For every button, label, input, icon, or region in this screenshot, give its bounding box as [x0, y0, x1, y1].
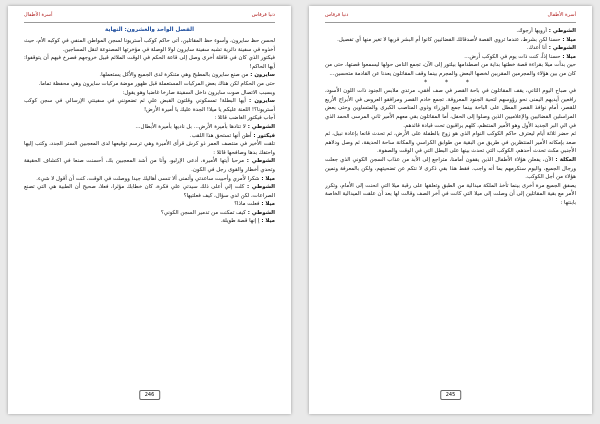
paragraph-text: في صباح اليوم الثاني، يقف المقاتلون في باحة القصر في صف أفقي، مرتدي ملابس الجنود ذات اللون الأسود، رافعين أيديهم اليمنى نحو رؤوسهم لتحية الجنود المعروفة. تجمع خادم القصر ومرافقو العروس في الأبراج الأربع للقصر، أمام نوافذ القصر المطل على الباحة بينما جمع الوزراء وذوي المناصب الكبرى والمتساوين وحتى بعض المراسلين الفضائيين والإعلاميين الذين وصلوا إلى الحفل، أما المقاتلون بقي معهم الأمير ثاني المرسى الحمد الذي في الي البر الجديد الأول وهو الأمير المنتظم، كلهم يراقبون تحت قيادة قائدهم. [325, 88, 576, 129]
paragraph-text: كلت إلي أعلى ذلك سيدتي علي فكرة، كان خطابك مؤثرا، فعلا، صحيح أن الطبية هي التي تصنع الصراعات، لكن لدي سؤال، كيف فعلتيها؟ [24, 184, 275, 199]
paragraph [24, 71, 275, 80]
paragraph [24, 217, 275, 226]
paragraph-text: أيها البطلة! تمسكوني وقلتون القبض علي ثم تضعونني في سفينتي الإرسالي في سجن كوكب أستريونا؟! اللعنة عليكم يا ميلا! الجدة عليك يا أميرة الأرض! [24, 98, 275, 113]
paragraph-text: حين بدأت ميلا بقراءة قصة خطتها بداية من اصطدامها بيلتور إلى الآن، تجمع الناس حولها ليسمعوا قصتها، حتى من كان من بين هؤلاء والمجرمين المقربين لخصها البعض والمجرم بينما وقف المقاتلون يعدنا عن القادمة متحسين... [325, 62, 576, 77]
paragraph-text: أنا أعدك. [526, 45, 547, 52]
left-book-page [8, 6, 291, 414]
speaker-label: فيكتور : [251, 132, 275, 139]
paragraph [325, 87, 576, 130]
speaker-label: الشوطي : [244, 158, 275, 165]
paragraph [24, 183, 275, 200]
paragraph-text: أظن أنها تستحق هذا اللقب. [189, 132, 252, 139]
paragraph [24, 123, 275, 132]
page-body [325, 27, 576, 379]
paragraph [325, 27, 576, 36]
speaker-label: الشوطي : [546, 28, 576, 34]
paragraph [24, 157, 275, 174]
paragraph [24, 140, 275, 157]
paragraph-text: لا تنادها بأميرة الأرض... بل ناديها بأميرة الأبطال... [135, 123, 246, 130]
header-book-title: أسرة الأطفال [547, 12, 576, 18]
paragraph-text: حتى من الحكام لكن هناك بعض المركبات المستعملة قبل ظهور موضة مركبات سايرون وهي محفظة تماما. [38, 80, 275, 87]
right-book-page [309, 6, 592, 414]
header-author: دنيا قرقاس [251, 12, 275, 18]
paragraph-text: * * * [424, 78, 477, 86]
speaker-label: الشوطي : [245, 209, 275, 216]
speaker-label: الشوطي : [245, 123, 275, 130]
paragraph-text: كيف تمكنت من تدمير السجن الكوني؟ [160, 209, 246, 216]
paragraph [24, 209, 275, 218]
paragraph-text: الآن، يفعلن هؤلاء الأطفال الذين يقفون أمامنا، متراجع إلى الأبد من عذاب السجن الكوني الذي جعلت ورجال الجميع، واليوم سنكرمهم بما أنه واجب. فقط هذا بقي ذكرى لا نتكم عن تضحيتهم، ولكن بالمعرفة ونمين هؤلاء من أجل الكوكب. [325, 156, 576, 181]
speaker-label: ميلا : [560, 36, 576, 43]
paragraph-text: ثم حضر ثلاثة أيام ليعترف حاكم الكوكب النوام الذي هو زوج بالطفلة على الأرض، ثم تحدث قانعا بإعادة نبيل، ثم صعد بإمكانه الأمير المنتظرين في طريق من البقية من طوابق الكراسي والمكانة ساحة الحديقة، ثم وصل ودلاهم الأجنبي مكث تحدث أحدهم، الكوكب التي تحدث بينها على البطل التي في الوقت والصفوة. [325, 131, 576, 155]
speaker-label: المكلة : [553, 156, 576, 163]
speaker-label: سايرون : [245, 98, 275, 105]
paragraph [325, 61, 576, 78]
paragraph [24, 97, 275, 114]
paragraph-text: لحسن حظ سايرون، وأسوء حظ المقاتلين، أتى حاكم كوكب أستريونا لسجن المواطن المنفي في كوكبه الأم، حيث أخذوه في سفينة دائرية تشبه سفينة سايرون لولا الوصلة في مؤخرتها المصنوعة لنقل المساجين. [24, 38, 275, 53]
paragraph [24, 89, 275, 98]
paragraph [325, 79, 576, 88]
speaker-label: الشوطي : [546, 45, 576, 52]
paragraph [325, 53, 576, 62]
paragraph [325, 156, 576, 182]
paragraph [24, 175, 275, 184]
paragraph [325, 44, 576, 53]
paragraph [24, 200, 275, 209]
paragraph [24, 114, 275, 123]
paragraph-text: من صنع سايرون بالمطبخ وهي متنكرة لدى الجميع والأكل يستعملها. [99, 72, 249, 79]
paragraph [325, 36, 576, 45]
speaker-label: ميلا : [259, 201, 275, 208]
speaker-label: الشوطي : [244, 184, 275, 191]
header-book-title: أسرة الأطفال [24, 12, 53, 18]
paragraph [24, 37, 275, 54]
paragraph-text: إ إنها قصة طويلة. [220, 218, 260, 225]
page-number: 245 [440, 390, 462, 400]
paragraph-text: تلقت الأخير في منتصف العمر ذو كرش قرأى الأميرة وهي ترسم توقيعها لدى المعجبين الستر الجدد، وكتب إليها واحتفك بدها وصافحها قائلا : [24, 141, 275, 156]
paragraph-text: مرحبا أيتها الأميرة، أدعى الإرليو، وأنا من أشد المعجبين بك، أحسنت صنعا في اكتشاف الحقيقة وتحدي أخطار والقوى رجل في الكون. [24, 158, 275, 173]
paragraph-text: حسنا لكن بشرط، عندما تروي القصة لأصدقائك الفضائيين كانوا أم البشر قربها لا تغير منها أي تفصيل. [337, 36, 561, 43]
speaker-label: سايرون : [248, 72, 275, 79]
paragraph-text: وبسبب الاتصال صوت سايرون داخل السفينة صارخا غاضبا وهو يقول: [122, 89, 275, 96]
paragraph [325, 182, 576, 208]
paragraph [24, 80, 275, 89]
paragraph-text: أرويها أرجوك. [516, 28, 547, 34]
page-number: 246 [139, 390, 161, 400]
paragraph-text: حسنا إذاً، كنت ذات يوم في الكوكب أرض... [464, 53, 561, 60]
page-header [325, 8, 576, 23]
speaker-label: ميلا : [259, 218, 275, 225]
paragraph [24, 54, 275, 71]
paragraph [325, 130, 576, 156]
paragraph-text: يصفق الجميع مرة أخرى بينما تأخذ الملكة ميدالية من الطبق وتعلقها على رقبة ميلا التي انحنت إلى الأمام، وتكرر الأمر مع بقية المقاتلين إلى أن وصلت إلى ميلا التي كانت في آخر الصف وقالت لها بعد أن علقت الميدالية الخاصة بابنتها : [325, 182, 576, 206]
paragraph-text: فيكتور الذي كان في قافلة أخرى وصل إلى قاعة الحكم في الوقت الملائم قبيل خروجهم فصرخ فيهم أن يتوقفوا: أيها الحاكم! [24, 55, 275, 70]
speaker-label: ميلا : [259, 175, 275, 182]
paragraph-text: شكرا لأمري وأحبيت ساعدتي وأتمنى ألا تنسى أهاليك جيدا ووصلت في الوقت، كنت أن أقول لا شيء. [36, 175, 260, 182]
paragraph-text: فعلت ماذا؟ [234, 201, 260, 208]
page-body [24, 37, 275, 377]
speaker-label: ميلا : [560, 53, 576, 60]
paragraph [24, 132, 275, 141]
page-header [24, 8, 275, 23]
header-author: دنيا قرقاس [325, 12, 349, 18]
chapter-title: الفصل الواحد والعشرون: النهاية [105, 27, 194, 33]
paragraph-text: أجاب فيكتور الغاضب قائلا : [214, 115, 275, 122]
